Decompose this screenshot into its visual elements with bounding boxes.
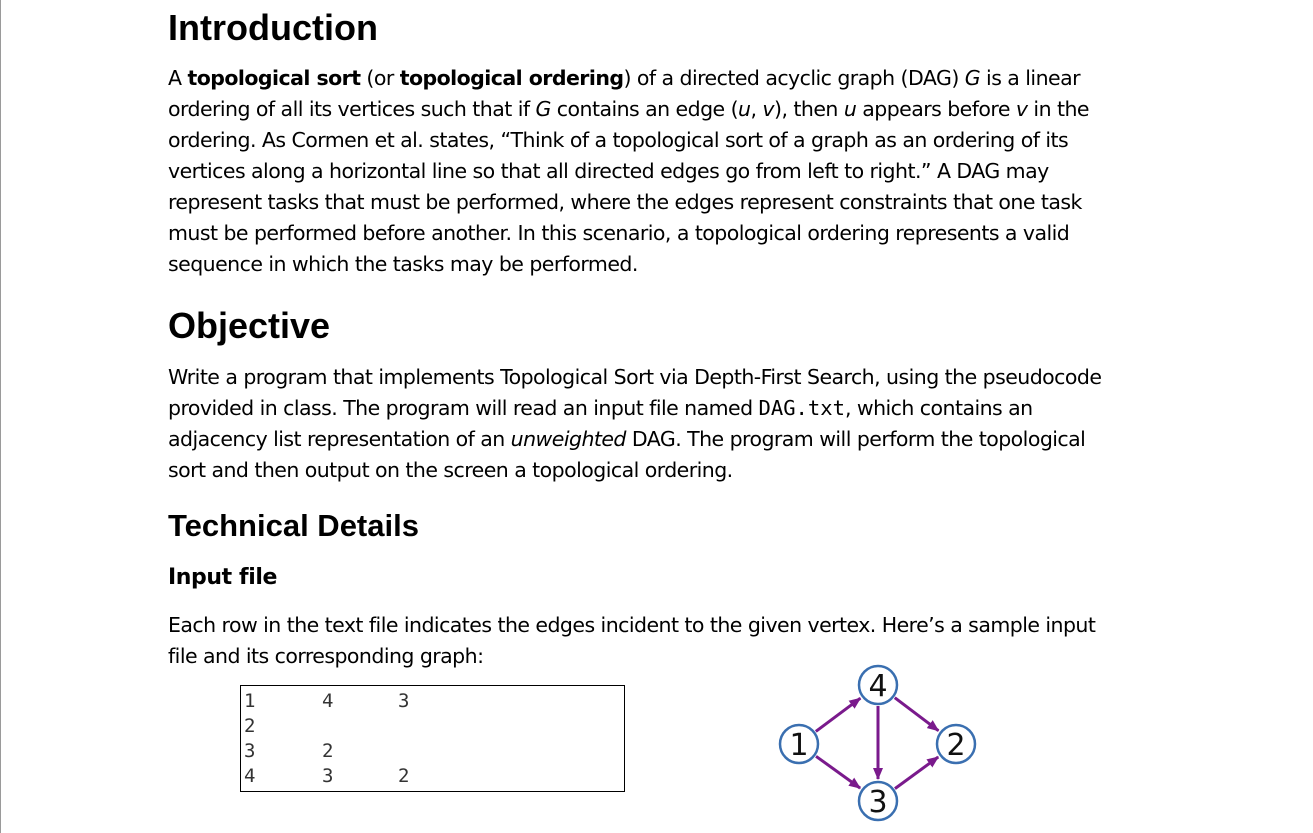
objective-paragraph [168,362,1158,486]
edge-4-2 [895,698,939,731]
heading-objective: Objective [168,305,331,346]
intro-line-6: must be performed before another. In this scenario, a topological ordering represents a valid [168,221,1070,245]
edge-3-2 [895,757,938,789]
dag-diagram [770,660,1030,833]
page-edge [0,0,1,833]
heading-technical-details: Technical Details [168,508,419,543]
edge-1-4 [816,698,861,731]
dag-edges [816,698,939,789]
input-file-line-2: file and its corresponding graph: [168,644,484,668]
vertex-1-label: 1 [789,728,809,763]
vertex-2-label: 2 [946,728,966,763]
intro-line-2: ordering of all its vertices such that if G contains an edge (u, v), then u appears before v in the [168,97,1089,121]
objective-line-4: sort and then output on the screen a topological ordering. [168,458,733,482]
sample-input-box: 1 4 3 2 3 2 4 3 2 [240,685,625,792]
heading-input-file: Input file [168,565,278,590]
input-file-line-1: Each row in the text file indicates the edges incident to the given vertex. Here’s a sample input [168,613,1096,637]
filename-code: DAG.txt [758,396,845,420]
edge-1-3 [816,756,860,788]
introduction-paragraph [168,63,1158,280]
objective-line-3: adjacency list representation of an unweighted DAG. The program will perform the topological [168,427,1086,451]
intro-line-4: vertices along a horizontal line so that all directed edges go from left to right.” A DAG may [168,159,1049,183]
heading-introduction: Introduction [168,7,378,48]
intro-line-5: represent tasks that must be performed, where the edges represent constraints that one task [168,190,1082,214]
vertex-3-label: 3 [868,785,888,820]
intro-line-1: A topological sort (or topological ordering) of a directed acyclic graph (DAG) G is a linear [168,66,1080,90]
objective-line-1: Write a program that implements Topological Sort via Depth-First Search, using the pseudocode [168,365,1102,389]
intro-line-7: sequence in which the tasks may be performed. [168,252,638,276]
vertex-4-label: 4 [868,669,888,704]
intro-line-3: ordering. As Cormen et al. states, “Think of a topological sort of a graph as an ordering of its [168,128,1069,152]
objective-line-2: provided in class. The program will read an input file named DAG.txt, which contains an [168,396,1033,420]
